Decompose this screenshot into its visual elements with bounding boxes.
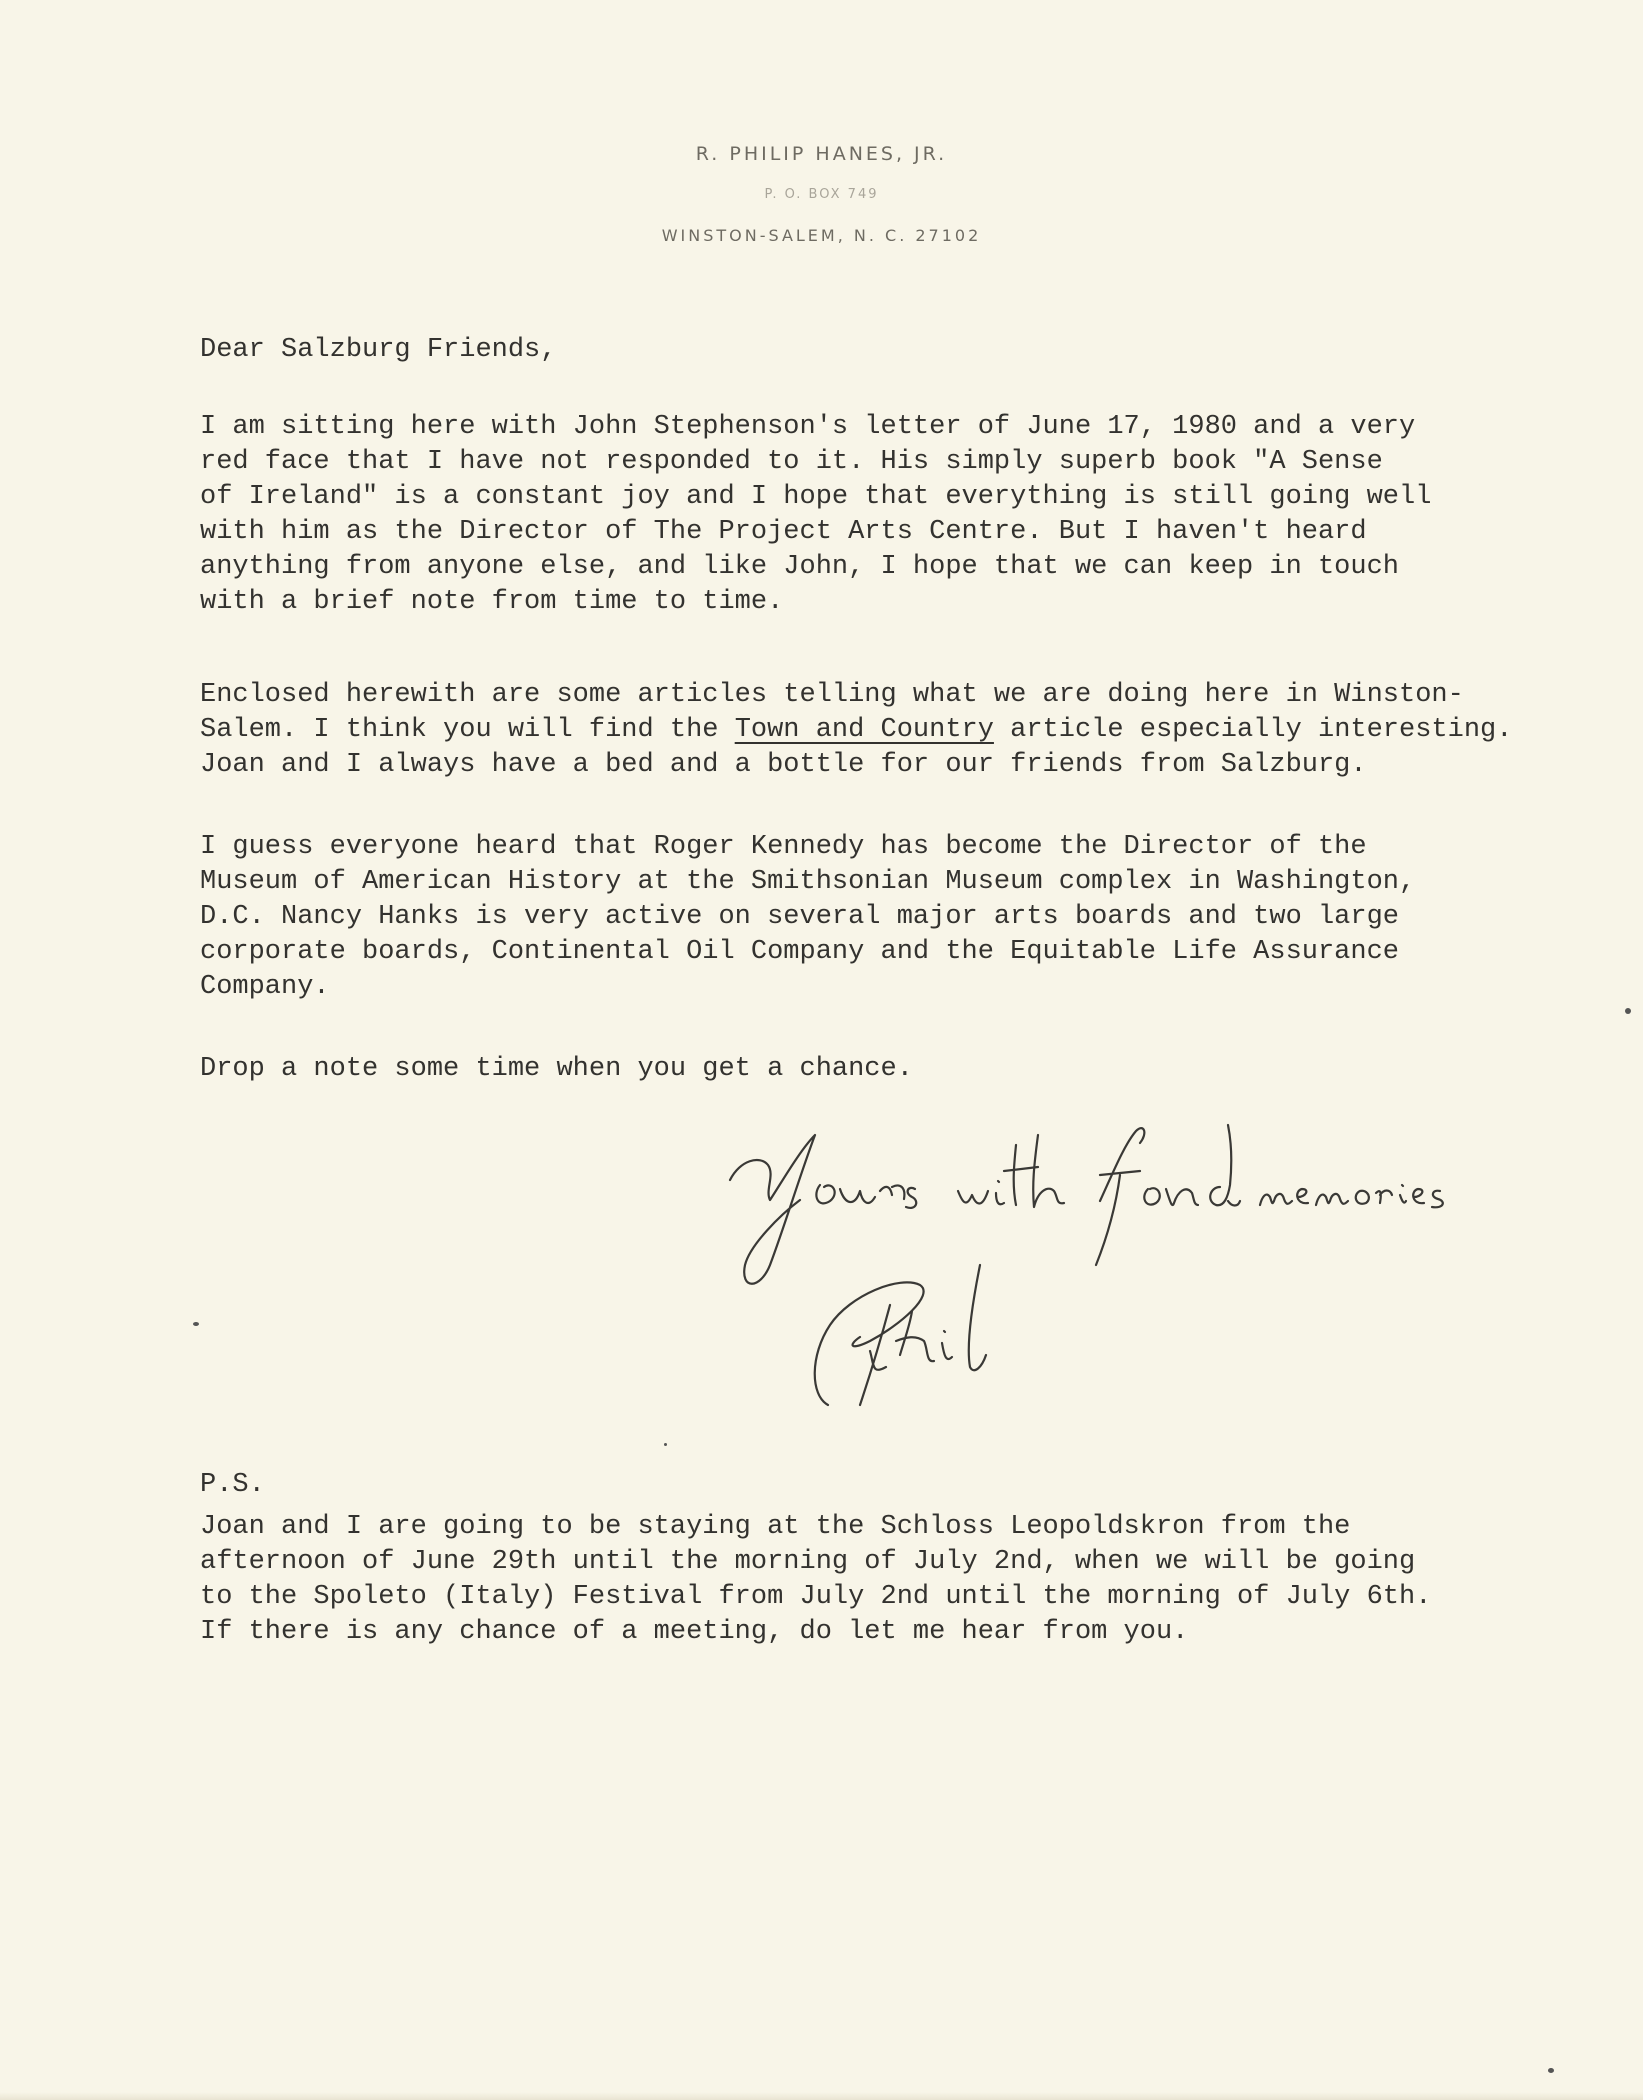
paper-speck: [1548, 2068, 1554, 2073]
paragraph-1: [200, 410, 1550, 620]
paragraph-line: Museum of American History at the Smithsonian Museum complex in Washington,: [200, 867, 1416, 897]
paragraph-line: Joan and I always have a bed and a bottle for our friends from Salzburg.: [200, 750, 1367, 780]
paragraph-line: with him as the Director of The Project Arts Centre. But I haven't heard: [200, 517, 1367, 547]
postscript-line: to the Spoleto (Italy) Festival from July 2nd until the morning of July 6th.: [200, 1582, 1432, 1612]
paragraph-line: of Ireland" is a constant joy and I hope that everything is still going well: [200, 482, 1432, 512]
paragraph-line: Company.: [200, 972, 330, 1002]
postscript-line: Joan and I are going to be staying at the Schloss Leopoldskron from the: [200, 1512, 1351, 1542]
paragraph-2: [200, 678, 1550, 783]
letterhead-po-box: P. O. BOX 749: [764, 187, 879, 202]
postscript-label: P.S.: [200, 1470, 265, 1500]
paper-speck: [193, 1322, 199, 1326]
salutation: Dear Salzburg Friends,: [200, 335, 557, 365]
closing-line: Drop a note some time when you get a chance.: [200, 1054, 913, 1084]
paragraph-line: [200, 713, 1550, 748]
paragraph-line: I guess everyone heard that Roger Kennedy has become the Director of the: [200, 832, 1367, 862]
paragraph-line: D.C. Nancy Hanks is very active on several major arts boards and two large: [200, 902, 1399, 932]
handwritten-signature: [720, 1105, 1550, 1445]
paragraph-line: with a brief note from time to time.: [200, 587, 784, 617]
paper-speck: [1625, 1008, 1631, 1014]
paragraph-line: anything from anyone else, and like John, I hope that we can keep in touch: [200, 552, 1399, 582]
postscript-body: [200, 1510, 1550, 1650]
paragraph-3: [200, 830, 1550, 1005]
magazine-title: Town and Country: [734, 715, 994, 745]
paragraph-line: red face that I have not responded to it. His simply superb book "A Sense: [200, 447, 1383, 477]
line-text: article especially interesting.: [993, 715, 1513, 745]
paper-edge: [0, 2092, 1643, 2100]
paragraph-line: Enclosed herewith are some articles telling what we are doing here in Winston-: [200, 680, 1464, 710]
paper-speck: [664, 1443, 667, 1446]
paragraph-line: I am sitting here with John Stephenson's letter of June 17, 1980 and a very: [200, 412, 1416, 442]
postscript-line: If there is any chance of a meeting, do let me hear from you.: [200, 1617, 1189, 1647]
letterhead-city: WINSTON-SALEM, N. C. 27102: [661, 226, 982, 245]
line-text: Salem. I think you will find the: [200, 715, 735, 745]
letterhead-name: R. PHILIP HANES, JR.: [695, 143, 948, 165]
paragraph-line: corporate boards, Continental Oil Company and the Equitable Life Assurance: [200, 937, 1399, 967]
postscript-line: afternoon of June 29th until the morning of July 2nd, when we will be going: [200, 1547, 1416, 1577]
